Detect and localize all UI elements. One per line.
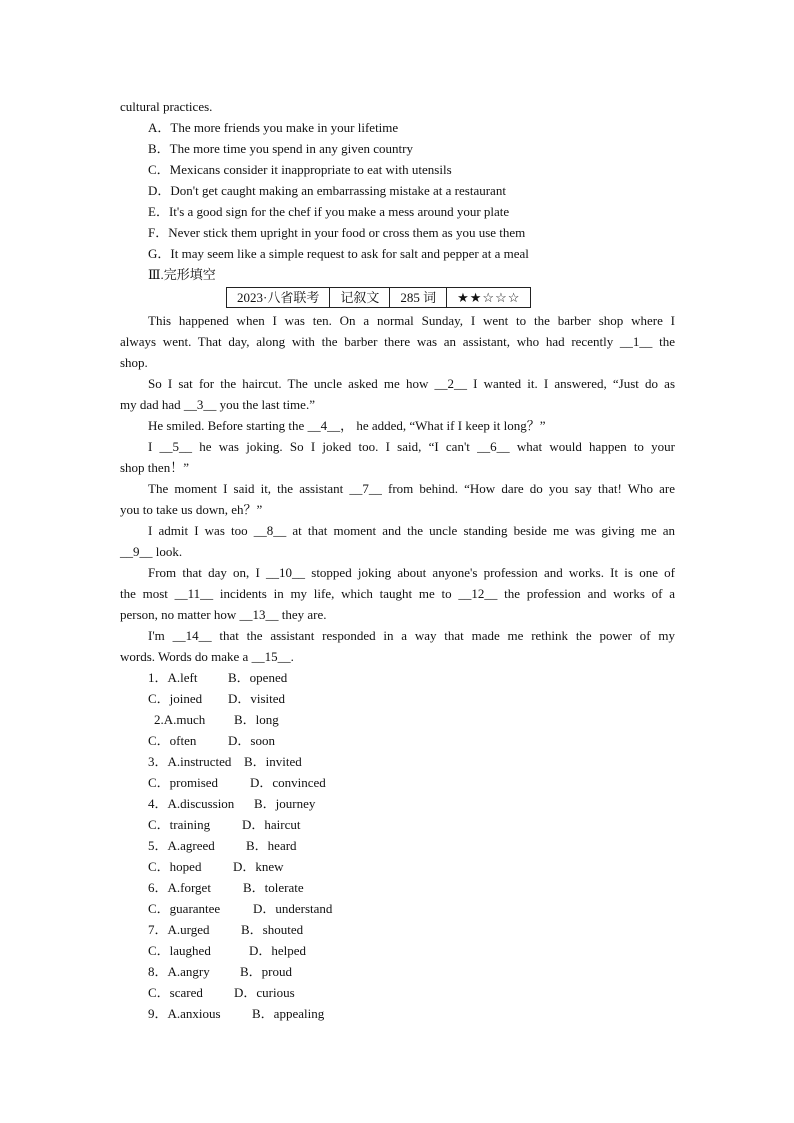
paragraph-8 (120, 625, 675, 667)
option-d: D．Don't get caught making an embarrassing mistake at a restaurant (148, 183, 506, 198)
paragraph-6 (120, 520, 675, 562)
choice-d: D．helped (249, 943, 307, 958)
choice-b: B．opened (228, 670, 288, 685)
choice-row (120, 940, 675, 961)
option-e: E．It's a good sign for the chef if you make a mess around your plate (148, 204, 510, 219)
info-table (226, 287, 531, 308)
choice-row (120, 772, 675, 793)
paragraph-1 (120, 310, 675, 373)
passage-line: He smiled. Before starting the __4__， he added, “What if I keep it long？” (148, 418, 546, 433)
passage-line: person, no matter how __13__ they are. (120, 607, 327, 622)
passage-line: always went. That day, along with the barber there was an assistant, who had recently __1__ the (120, 334, 675, 349)
info-genre: 记叙文 (330, 288, 390, 308)
choice-a: 8．A.angry (148, 964, 210, 979)
choice-a: 5．A.agreed (148, 838, 215, 853)
option-c: C．Mexicans consider it inappropriate to eat with utensils (148, 162, 452, 177)
choice-row (120, 793, 675, 814)
choice-d: D．understand (253, 901, 333, 916)
choice-row (120, 709, 675, 730)
paragraph-5 (120, 478, 675, 520)
choice-row (120, 898, 675, 919)
paragraph-2 (120, 373, 675, 415)
section-heading: Ⅲ.完形填空 (148, 267, 216, 282)
option-f: F．Never stick them upright in your food or cross them as you use them (148, 225, 526, 240)
choice-d: D．curious (234, 985, 295, 1000)
choice-d: D．haircut (242, 817, 301, 832)
choice-d: D．soon (228, 733, 275, 748)
choice-b: B．proud (240, 964, 293, 979)
passage-line: From that day on, I __10__ stopped joking about anyone's profession and works. It is one of (148, 565, 675, 580)
passage-line: shop then！” (120, 460, 189, 475)
choice-d: D．knew (233, 859, 284, 874)
paragraph-3 (120, 415, 675, 436)
passage-line: words. Words do make a __15__. (120, 649, 294, 664)
choice-b: B．invited (244, 754, 302, 769)
choice-b: B．journey (254, 796, 316, 811)
choice-row (120, 730, 675, 751)
passage-line: my dad had __3__ you the last time.” (120, 397, 315, 412)
choice-row (120, 667, 675, 688)
passage-line: __9__ look. (120, 544, 183, 559)
choice-row (120, 982, 675, 1003)
choice-b: B．tolerate (243, 880, 304, 895)
passage (120, 310, 675, 667)
info-source: 2023·八省联考 (227, 288, 330, 308)
passage-line: I admit I was too __8__ at that moment and the uncle standing beside me was giving me an (148, 523, 675, 538)
passage-line: the most __11__ incidents in my life, which taught me to __12__ the profession and works of a (120, 586, 675, 601)
document-page (120, 96, 675, 1024)
choice-d: D．visited (228, 691, 286, 706)
choice-row (120, 814, 675, 835)
choice-row (120, 919, 675, 940)
info-word-count: 285 词 (390, 288, 447, 308)
passage-line: This happened when I was ten. On a normal Sunday, I went to the barber shop where I (148, 313, 675, 328)
choice-row (120, 751, 675, 772)
choice-row (120, 856, 675, 877)
passage-line: I __5__ he was joking. So I joked too. I said, “I can't __6__ what would happen to your (148, 439, 675, 454)
paragraph-7 (120, 562, 675, 625)
choice-b: B．shouted (241, 922, 304, 937)
passage-line: The moment I said it, the assistant __7__ from behind. “How dare do you say that! Who are (148, 481, 675, 496)
choice-a: 2.A.much (154, 712, 206, 727)
choice-a: 7．A.urged (148, 922, 210, 937)
choice-c: C．promised (148, 775, 219, 790)
choice-a: 4．A.discussion (148, 796, 235, 811)
choice-a: 1．A.left (148, 670, 198, 685)
passage-line: I'm __14__ that the assistant responded in a way that made me rethink the power of my (148, 628, 675, 643)
choice-row (120, 961, 675, 982)
choice-d: D．convinced (250, 775, 326, 790)
intro-tail: cultural practices. (120, 99, 213, 114)
option-b: B．The more time you spend in any given country (148, 141, 414, 156)
option-g: G．It may seem like a simple request to ask for salt and pepper at a meal (148, 246, 529, 261)
choice-c: C．scared (148, 985, 203, 1000)
choice-c: C．joined (148, 691, 203, 706)
choice-row (120, 877, 675, 898)
passage-line: So I sat for the haircut. The uncle asked me how __2__ I wanted it. I answered, “Just do as (148, 376, 675, 391)
choice-a: 6．A.forget (148, 880, 211, 895)
choice-c: C．training (148, 817, 211, 832)
choice-a: 9．A.anxious (148, 1006, 221, 1021)
paragraph-4 (120, 436, 675, 478)
choice-row (120, 835, 675, 856)
choice-c: C．hoped (148, 859, 202, 874)
choice-row (120, 688, 675, 709)
choice-b: B．long (234, 712, 279, 727)
passage-line: you to take us down, eh？” (120, 502, 263, 517)
choice-row (120, 1003, 675, 1024)
choice-c: C．guarantee (148, 901, 221, 916)
choice-b: B．heard (246, 838, 297, 853)
passage-line: shop. (120, 355, 148, 370)
choice-c: C．laughed (148, 943, 211, 958)
choice-b: B．appealing (252, 1006, 325, 1021)
choices-list (120, 667, 675, 1024)
info-difficulty: ★★☆☆☆ (447, 288, 531, 308)
choice-c: C．often (148, 733, 197, 748)
option-a: A．The more friends you make in your lifetime (148, 120, 399, 135)
choice-a: 3．A.instructed (148, 754, 232, 769)
options-list (120, 117, 675, 264)
